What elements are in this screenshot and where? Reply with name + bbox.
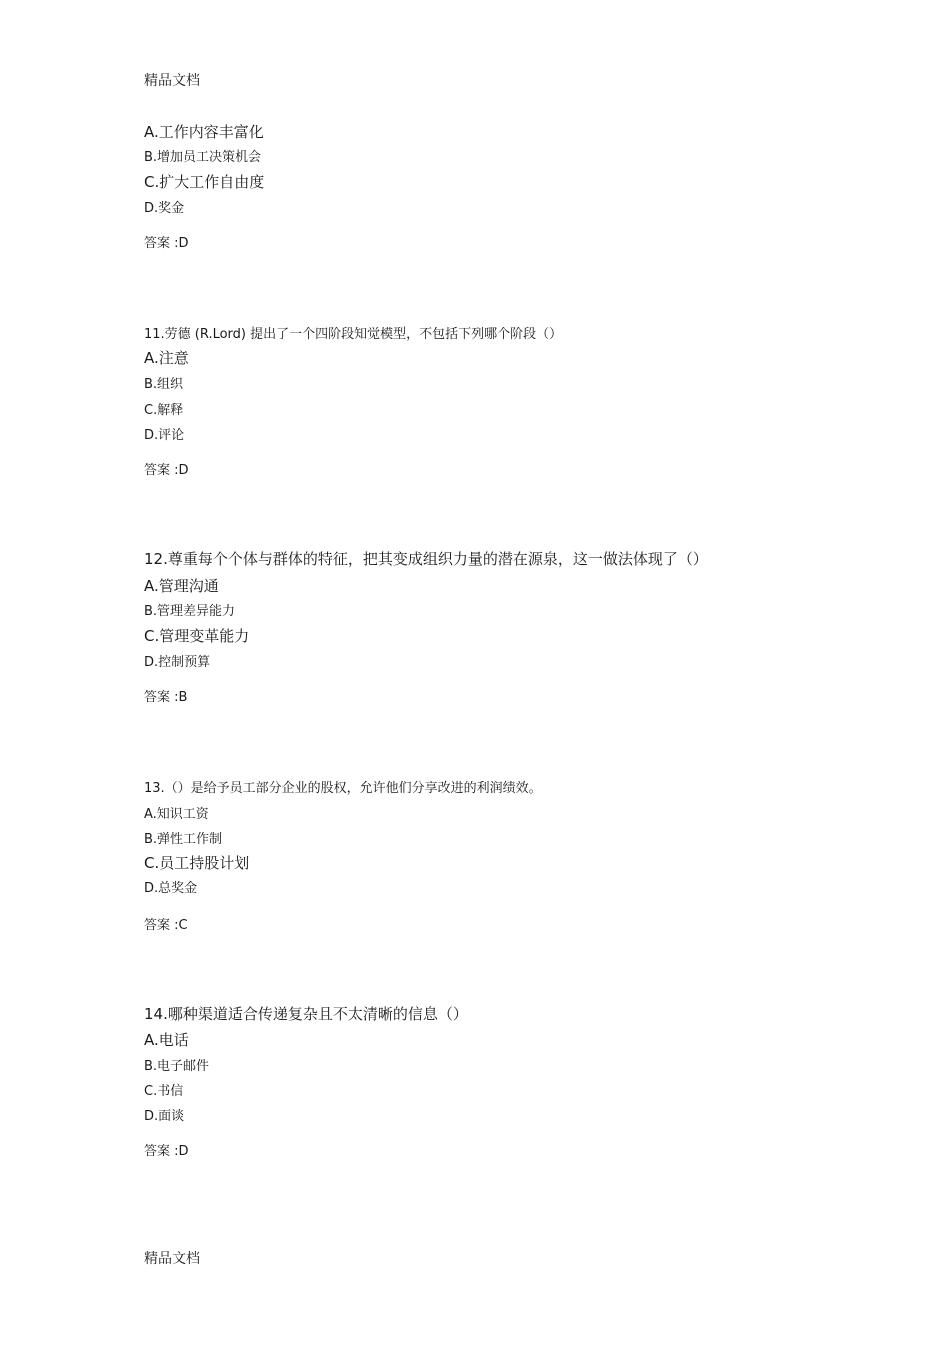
q10-option-d: D.奖金 (144, 201, 185, 216)
q14-option-b: B.电子邮件 (144, 1059, 210, 1074)
q10-option-b: B.增加员工决策机会 (144, 150, 262, 165)
page-footer: 精品文档 (144, 1251, 200, 1267)
q11-option-a: A.注意 (144, 349, 189, 367)
q11-answer: 答案 :D (144, 463, 189, 478)
q11-question: 11.劳德 (R.Lord) 提出了一个四阶段知觉模型，不包括下列哪个阶段（） (144, 327, 563, 342)
q14-option-d: D.面谈 (144, 1109, 185, 1124)
q11-option-c: C.解释 (144, 403, 184, 418)
q12-option-d: D.控制预算 (144, 655, 211, 670)
q10-answer: 答案 :D (144, 236, 189, 251)
q12-option-b: B.管理差异能力 (144, 604, 236, 619)
q11-option-b: B.组织 (144, 377, 184, 392)
q10-option-c: C.扩大工作自由度 (144, 173, 265, 191)
q11-option-d: D.评论 (144, 428, 185, 443)
q12-option-c: C.管理变革能力 (144, 627, 250, 645)
q14-option-c: C.书信 (144, 1084, 184, 1099)
q13-option-d: D.总奖金 (144, 881, 198, 896)
q12-option-a: A.管理沟通 (144, 577, 219, 595)
q13-option-a: A.知识工资 (144, 807, 209, 822)
q12-question: 12.尊重每个个体与群体的特征，把其变成组织力量的潜在源泉，这一做法体现了（） (144, 550, 708, 568)
q13-option-c: C.员工持股计划 (144, 854, 250, 872)
q12-answer: 答案 :B (144, 690, 188, 705)
page-header: 精品文档 (144, 73, 200, 89)
q14-answer: 答案 :D (144, 1144, 189, 1159)
q13-option-b: B.弹性工作制 (144, 832, 223, 847)
q13-answer: 答案 :C (144, 918, 188, 933)
q10-option-a: A.工作内容丰富化 (144, 123, 264, 141)
q13-question: 13.（）是给予员工部分企业的股权，允许他们分享改进的利润绩效。 (144, 781, 542, 796)
q14-question: 14.哪种渠道适合传递复杂且不太清晰的信息（） (144, 1005, 468, 1023)
q14-option-a: A.电话 (144, 1031, 189, 1049)
